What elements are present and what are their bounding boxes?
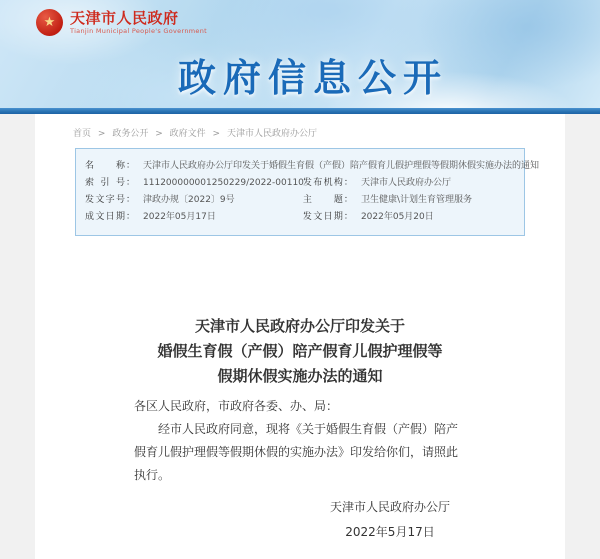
meta-colon: ： [343,212,353,222]
site-logo-link[interactable] [36,9,207,36]
meta-row-dates [85,209,514,226]
breadcrumb-gov-documents-link[interactable]: 政府文件 [169,129,206,139]
breadcrumb [35,114,565,139]
document-article [134,314,466,545]
logo-subtitle: Tianjin Municipal People's Government [70,27,207,35]
meta-value-issuer: 天津市人民政府办公厅 [360,178,451,188]
meta-value-issue-date: 2022年05月20日 [360,212,434,222]
meta-label-topic: 主题 [302,195,343,205]
meta-label-issuer: 发布机构 [302,178,343,188]
meta-label-name: 名称 [85,161,125,171]
logo-title: 天津市人民政府 [70,9,179,27]
banner-page-title: 政府信息公开 [177,56,448,100]
content-panel [35,114,565,559]
breadcrumb-open-gov-link[interactable]: 政务公开 [112,129,149,139]
document-title-line-1: 天津市人民政府办公厅印发关于 [194,317,405,335]
breadcrumb-home-link[interactable]: 首页 [73,129,92,139]
signature-block [330,495,452,545]
meta-colon: ： [126,161,136,171]
meta-value-name: 天津市人民政府办公厅印发关于婚假生育假（产假）陪产假育儿假护理假等假期休假实施办法的通知 [143,161,540,171]
site-banner [0,0,600,108]
meta-value-index-no: 111200000001250229/2022-00110 [143,178,304,188]
meta-label-doc-no: 发文字号 [85,195,125,205]
document-paragraph: 经市人民政府同意，现将《关于婚假生育假（产假）陪产假育儿假护理假等假期休假的实施办法》印发给你们，请照此执行。 [134,422,459,482]
signature-date: 2022年5月17日 [345,525,435,539]
meta-value-topic: 卫生健康\计划生育管理服务 [360,195,472,205]
meta-colon: ： [343,178,353,188]
meta-value-doc-no: 津政办规〔2022〕9号 [143,195,235,205]
meta-label-issue-date: 发文日期 [302,212,343,222]
meta-label-index-no: 索引号 [85,178,125,188]
document-salutation: 各区人民政府，市政府各委、办、局： [134,399,339,413]
document-title-line-3: 假期休假实施办法的通知 [217,367,383,385]
document-meta-table [75,148,540,236]
document-body [134,395,466,545]
meta-colon: ： [126,178,136,188]
meta-colon: ： [126,212,136,222]
breadcrumb-separator: > [97,129,106,139]
meta-colon: ： [126,195,136,205]
breadcrumb-separator: > [212,129,221,139]
meta-row-docno-topic [85,192,514,209]
meta-row-name [85,158,540,175]
meta-value-written-date: 2022年05月17日 [143,212,216,222]
document-title-line-2: 婚假生育假（产假）陪产假育儿假护理假等 [157,342,443,360]
meta-label-written-date: 成文日期 [85,212,125,222]
breadcrumb-current-office-link[interactable]: 天津市人民政府办公厅 [226,129,317,139]
meta-row-index-issuer [85,175,514,192]
meta-colon: ： [343,195,353,205]
national-emblem-icon: ★ [36,9,63,36]
breadcrumb-separator: > [155,129,163,139]
document-title [134,314,466,389]
signature-office: 天津市人民政府办公厅 [329,500,450,514]
logo-text [70,9,207,36]
